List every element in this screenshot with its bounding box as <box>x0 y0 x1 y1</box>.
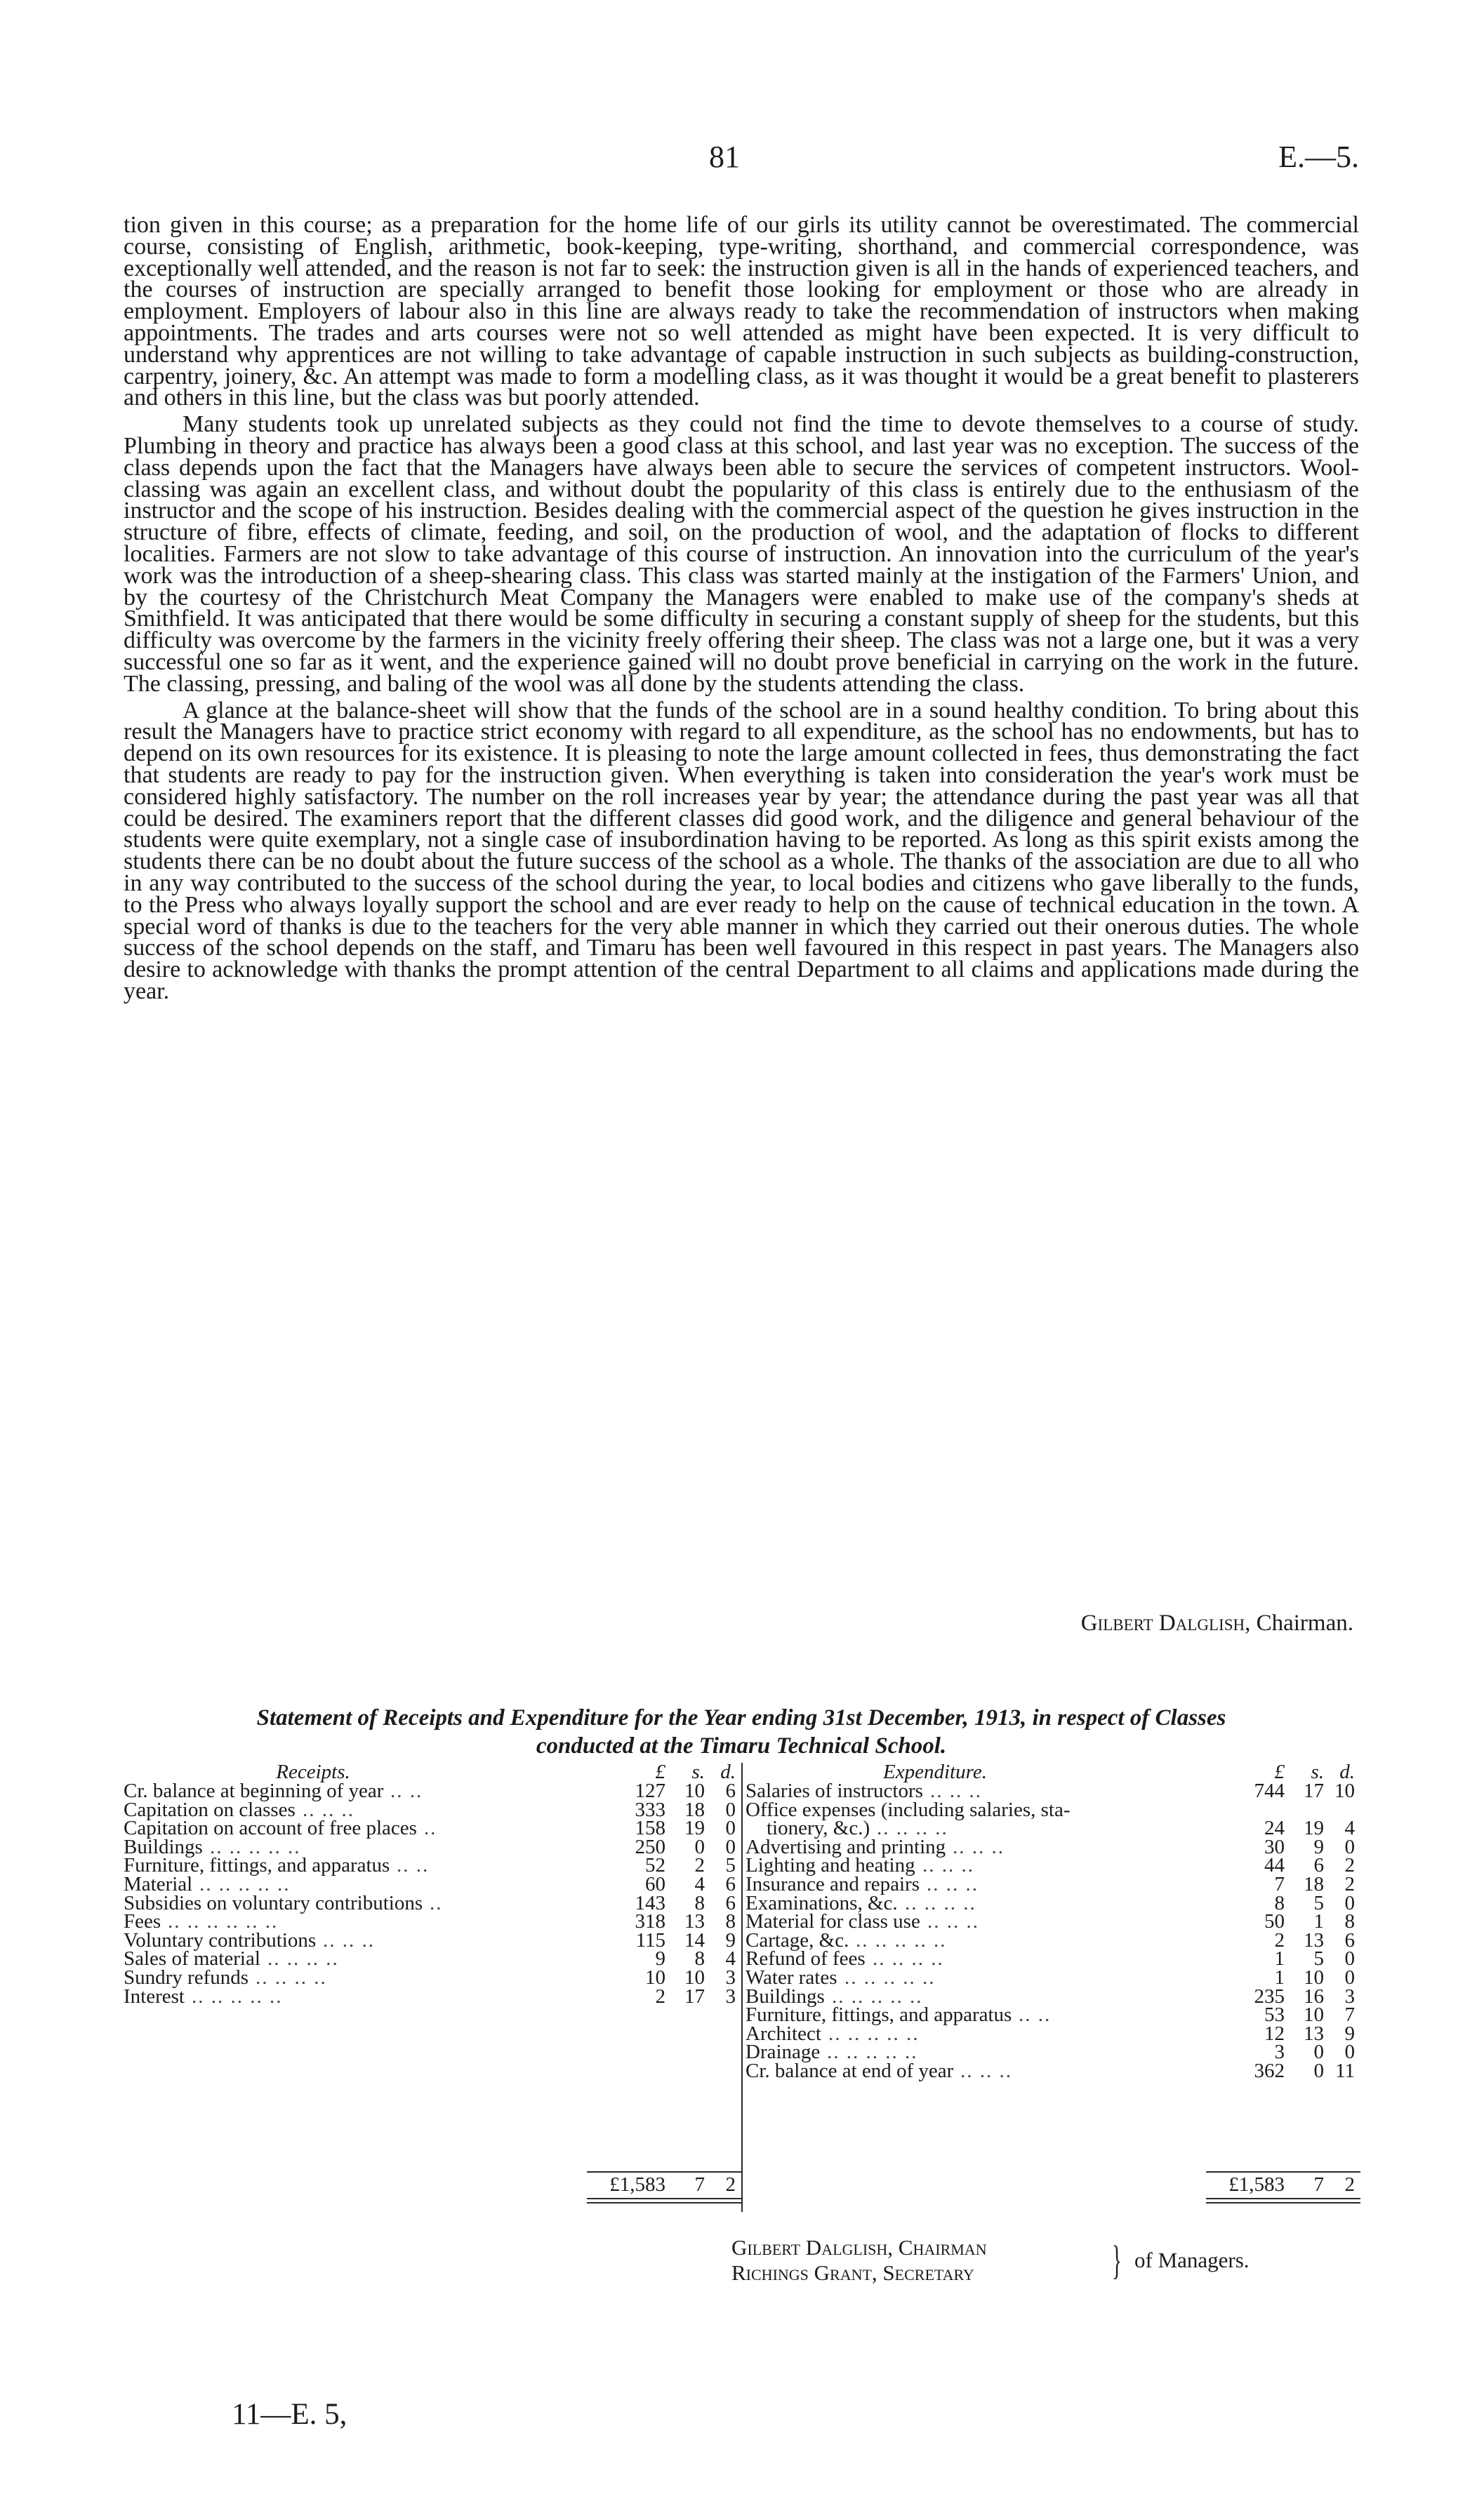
expenditure-label: Architect <box>746 2022 821 2045</box>
ledger-divider <box>741 1763 743 2212</box>
expenditure-row <box>746 1987 1359 2006</box>
expenditure-pence: 2 <box>1344 1872 1355 1895</box>
expenditure-row <box>746 2006 1359 2025</box>
expenditure-pounds: 12 <box>1264 2022 1285 2045</box>
receipts-pounds: 158 <box>635 1817 665 1840</box>
leader-dots: .. .. <box>1019 2004 1052 2027</box>
expenditure-pounds: 744 <box>1254 1780 1285 1802</box>
expenditure-label: Water rates <box>746 1966 837 1989</box>
expenditure-pounds: 1 <box>1274 1947 1285 1971</box>
expenditure-label: Cr. balance at end of year <box>746 2059 954 2082</box>
expenditure-pence: 0 <box>1344 1966 1355 1989</box>
expenditure-pence: 0 <box>1344 1835 1355 1858</box>
leader-dots: .. .. .. .. .. <box>828 2022 920 2045</box>
receipts-rows <box>124 1782 741 2006</box>
expenditure-heading: Expenditure. <box>883 1761 987 1783</box>
expenditure-pounds: 362 <box>1254 2059 1285 2082</box>
receipts-pence: 3 <box>725 1966 736 1989</box>
paragraph-unrelated-subjects: Many students took up unrelated subjects as they could not find the time to devote themselves to a course of study. Plumbing in theory and practice has always been a good class at this school, and last year was no exception. The success of the class depends upon the fact that the Managers have always been able to secure the services of competent instructors. Wool-classing was again an excellent class, and without doubt the popularity of this class is entirely due to the enthusiasm of the instructor and the scope of his instruction. Besides dealing with the commercial aspect of the question he gives instruction in the structure of fibre, effects of climate, feeding, and soil, on the production of wool, and the adaptation of flocks to different localities. Farmers are not slow to take advantage of this course of instruction. An innovation into the curriculum of the year's work was the introduction of a sheep-shearing class. This class was started mainly at the instigation of the Farmers' Union, and by the courtesy of the Christchurch Meat Company the Managers were enabled to make use of the company's sheds at Smithfield. It was anticipated that there would be some difficulty in securing a constant supply of sheep for the students, but this difficulty was overcome by the farmers in the vicinity freely offering their sheep. The class was not a large one, but it was a very successful one so far as it went, and the experience gained will no doubt prove beneficial in carrying on the work in the future. The classing, pressing, and baling of the wool was all done by the students attending the class. <box>124 411 1359 697</box>
expenditure-label: Drainage <box>746 2041 821 2064</box>
expenditure-pence: 3 <box>1344 1985 1355 2008</box>
expenditure-shillings: 5 <box>1313 1947 1324 1971</box>
total-rule-top <box>1206 2171 1360 2173</box>
receipts-row <box>124 1947 741 1971</box>
receipts-label: Furniture, fittings, and apparatus <box>124 1854 390 1877</box>
document-reference: E.—5. <box>1278 140 1359 174</box>
expenditure-pence: 11 <box>1335 2059 1355 2082</box>
leader-dots: .. .. .. <box>927 1872 979 1895</box>
expenditure-shillings: 18 <box>1304 1872 1324 1895</box>
pounds-header: £ <box>1274 1761 1285 1783</box>
receipts-pence: 8 <box>725 1910 736 1933</box>
receipts-label: Subsidies on voluntary contributions <box>124 1891 423 1914</box>
expenditure-row <box>746 1835 1359 1858</box>
receipts-row <box>124 1856 741 1875</box>
expenditure-label: Refund of fees <box>746 1947 866 1971</box>
expenditure-pounds: 1 <box>1274 1966 1285 1989</box>
receipts-label: Sundry refunds <box>124 1966 249 1989</box>
expenditure-row <box>746 2022 1359 2045</box>
receipts-pounds: 10 <box>645 1966 665 1989</box>
chairman-signature <box>1081 1611 1353 1636</box>
brace-glyph: } <box>1112 2237 1122 2283</box>
leader-dots: .. .. .. .. <box>873 1947 944 1971</box>
receipts-pounds: 52 <box>645 1854 665 1877</box>
expenditure-pence: 10 <box>1334 1780 1355 1802</box>
leader-dots: .. .. .. .. .. <box>827 2041 918 2064</box>
expenditure-pounds: 30 <box>1264 1835 1285 1858</box>
expenditure-row <box>746 1798 1359 1821</box>
expenditure-pence: 9 <box>1344 2022 1355 2045</box>
receipts-pounds: 9 <box>655 1947 665 1971</box>
page-number: 81 <box>709 140 740 174</box>
expenditure-shillings: 13 <box>1304 1928 1324 1952</box>
leader-dots: .. .. .. .. <box>256 1966 327 1989</box>
footer-reference: 11—E. 5, <box>232 2398 347 2431</box>
receipts-shillings: 10 <box>684 1966 705 1989</box>
signature-title: Chairman. <box>1256 1611 1353 1636</box>
receipts-pence: 0 <box>725 1817 736 1840</box>
paragraph-continuation: tion given in this course; as a preparation for the home life of our girls its utility cannot be overestimated. The commercial course, consisting of English, arithmetic, book-keeping, type-writing, shorthand, and commercial correspondence, was exceptionally well attended, and the reason is not far to seek: the instruction given is all in the hands of experienced teachers, and the courses of instruction are specially arranged to benefit those looking for employment or those who are already in employment. Employers of labour also in this line are always ready to take the recommendation of instructors when making appointments. The trades and arts courses were not so well attended as might have been expected. It is very difficult to understand why apprentices are not willing to take advantage of capable instruction in such subjects as building-construction, carpentry, joinery, &c. An attempt was made to form a modelling class, as it was thought it would be a great benefit to plasterers and others in this line, but the class was but poorly attended. <box>124 212 1359 411</box>
leader-dots: .. .. .. <box>927 1910 979 1933</box>
expenditure-row <box>746 1782 1359 1801</box>
total-rule-top <box>587 2171 741 2173</box>
receipts-pounds: 60 <box>645 1872 665 1895</box>
receipts-shillings: 10 <box>684 1780 705 1802</box>
expenditure-row <box>746 1968 1359 1987</box>
statement-title-line-1: Statement of Receipts and Expenditure for the Year ending 31st December, 1913, in respect of Classes <box>256 1705 1226 1731</box>
receipts-total-pence: 2 <box>725 2173 736 2196</box>
expenditure-label: Office expenses (including salaries, sta- <box>746 1798 1071 1821</box>
expenditure-total-pence: 2 <box>1344 2173 1355 2196</box>
signature-name: Gilbert Dalglish, <box>1080 1611 1251 1636</box>
expenditure-label: Furniture, fittings, and apparatus <box>746 2004 1012 2027</box>
expenditure-pence: 2 <box>1344 1854 1355 1877</box>
leader-dots: .. .. .. .. .. <box>856 1928 947 1952</box>
receipts-heading: Receipts. <box>276 1761 350 1783</box>
expenditure-pounds: 8 <box>1274 1891 1285 1914</box>
expenditure-row <box>746 1912 1359 1931</box>
total-double-rule-2 <box>587 2202 741 2204</box>
expenditure-label: Advertising and printing <box>746 1835 946 1858</box>
expenditure-shillings: 16 <box>1304 1985 1324 2008</box>
pounds-header: £ <box>655 1761 665 1783</box>
leader-dots: .. .. .. .. .. <box>210 1835 301 1858</box>
expenditure-row <box>746 1891 1359 1914</box>
receipts-label: Interest <box>124 1985 185 2008</box>
statement-title <box>124 1704 1359 1760</box>
receipts-label: Capitation on classes <box>124 1798 296 1821</box>
receipts-pounds: 250 <box>635 1835 665 1858</box>
expenditure-label: Lighting and heating <box>746 1854 915 1877</box>
leader-dots: .. .. .. .. .. <box>844 1966 936 1989</box>
expenditure-row <box>746 2059 1359 2082</box>
expenditure-label: Buildings <box>746 1985 825 2008</box>
receipts-row <box>124 1968 741 1987</box>
expenditure-pence: 8 <box>1344 1910 1355 1933</box>
expenditure-header <box>746 1763 1359 1782</box>
leader-dots: .. .. .. .. <box>877 1817 948 1840</box>
expenditure-shillings: 17 <box>1304 1780 1324 1802</box>
expenditure-pounds: 235 <box>1254 1985 1285 2008</box>
expenditure-row <box>746 1819 1359 1838</box>
receipts-shillings: 18 <box>684 1798 705 1821</box>
expenditure-pence: 0 <box>1344 1891 1355 1914</box>
receipts-row <box>124 1987 741 2006</box>
expenditure-pounds: 3 <box>1274 2041 1285 2064</box>
leader-dots: .. <box>430 1891 443 1914</box>
expenditure-pounds: 2 <box>1274 1928 1285 1952</box>
expenditure-row <box>746 1928 1359 1952</box>
receipts-pounds: 318 <box>635 1910 665 1933</box>
expenditure-pounds: 7 <box>1274 1872 1285 1895</box>
secretary-signatory: Richings Grant, Secretary <box>731 2260 974 2285</box>
expenditure-pounds: 24 <box>1264 1817 1285 1840</box>
pence-header: d. <box>720 1761 736 1783</box>
signatories-suffix: of Managers. <box>1134 2248 1250 2272</box>
expenditure-label: Examinations, &c. <box>746 1891 898 1914</box>
paragraph-balance-sheet: A glance at the balance-sheet will show that the funds of the school are in a sound healthy condition. To bring about this result the Managers have to practice strict economy with regard to all expenditure, as the school has no endowments, but has to depend on its own resources for its existence. It is pleasing to note the large amount collected in fees, thus demonstrating the fact that students are ready to pay for the instruction given. When everything is taken into consideration the year's work must be considered highly satisfactory. The number on the roll increases year by year; the attendance during the past year was all that could be desired. The examiners report that the different classes did good work, and the diligence and general behaviour of the students were quite exemplary, not a single case of insubordination having to be reported. As long as this spirit exists among the students there can be no doubt about the future success of the school as a whole. The thanks of the association are due to all who in any way contributed to the success of the school during the year, to local bodies and citizens who gave liberally to the funds, to the Press who always loyally support the school and are ever ready to help on the cause of technical education in the town. A special word of thanks is due to the teachers for the very able manner in which they carried out their onerous duties. The whole success of the school depends on the staff, and Timaru has been well favoured in this respect in past years. The Managers also desire to acknowledge with thanks the prompt attention of the central Department to all claims and applications made during the year. <box>124 697 1359 1004</box>
receipts-pence: 5 <box>725 1854 736 1877</box>
leader-dots: .. .. .. .. .. <box>192 1985 283 2008</box>
receipts-shillings: 8 <box>694 1891 705 1914</box>
receipts-row <box>124 1912 741 1931</box>
receipts-pence: 0 <box>725 1798 736 1821</box>
pence-header: d. <box>1339 1761 1355 1783</box>
receipts-total-shillings: 7 <box>694 2173 705 2196</box>
receipts-label: Sales of material <box>124 1947 260 1971</box>
leader-dots: .. .. .. .. .. <box>199 1872 291 1895</box>
report-body <box>124 212 1359 1008</box>
expenditure-label: Cartage, &c. <box>746 1928 849 1952</box>
total-double-rule-1 <box>587 2198 741 2199</box>
receipts-label: Voluntary contributions <box>124 1928 317 1952</box>
expenditure-label: Insurance and repairs <box>746 1872 920 1895</box>
receipts-pounds: 2 <box>655 1985 665 2008</box>
receipts-shillings: 0 <box>694 1835 705 1858</box>
leader-dots: .. .. .. <box>303 1798 355 1821</box>
expenditure-shillings: 10 <box>1304 2004 1324 2027</box>
receipts-pounds: 143 <box>635 1891 665 1914</box>
expenditure-label: Material for class use <box>746 1910 920 1933</box>
receipts-pence: 6 <box>725 1891 736 1914</box>
receipts-row <box>124 1835 741 1858</box>
leader-dots: .. .. .. .. .. <box>832 1985 923 2008</box>
expenditure-row <box>746 2043 1359 2062</box>
expenditure-shillings: 0 <box>1313 2041 1324 2064</box>
receipts-label: Capitation on account of free places <box>124 1817 417 1840</box>
expenditure-shillings: 10 <box>1304 1966 1324 1989</box>
expenditure-total-pounds: £1,583 <box>1228 2173 1285 2196</box>
expenditure-row <box>746 1872 1359 1895</box>
receipts-row <box>124 1798 741 1821</box>
receipts-pence: 0 <box>725 1835 736 1858</box>
receipts-shillings: 4 <box>694 1872 705 1895</box>
leader-dots: .. .. .. <box>323 1928 375 1952</box>
expenditure-pence: 0 <box>1344 2041 1355 2064</box>
expenditure-shillings: 0 <box>1313 2059 1324 2082</box>
receipts-pence: 6 <box>725 1872 736 1895</box>
receipts-pence: 4 <box>725 1947 736 1971</box>
shillings-header: s. <box>691 1761 705 1783</box>
total-double-rule-1 <box>1206 2198 1360 2199</box>
leader-dots: .. <box>424 1817 437 1840</box>
page-header <box>0 139 1484 181</box>
receipts-pounds: 333 <box>635 1798 665 1821</box>
expenditure-row <box>746 1947 1359 1971</box>
expenditure-label: Salaries of instructors <box>746 1780 923 1802</box>
leader-dots: .. .. .. <box>960 2059 1012 2082</box>
expenditure-pounds: 50 <box>1264 1910 1285 1933</box>
leader-dots: .. .. .. .. <box>267 1947 339 1971</box>
receipts-pence: 9 <box>725 1928 736 1952</box>
receipts-pence: 6 <box>725 1780 736 1802</box>
receipts-row <box>124 1782 741 1801</box>
leader-dots: .. .. <box>397 1854 430 1877</box>
leader-dots: .. .. .. <box>953 1835 1005 1858</box>
expenditure-shillings: 19 <box>1304 1817 1324 1840</box>
expenditure-pence: 7 <box>1344 2004 1355 2027</box>
receipts-header <box>124 1763 741 1782</box>
shillings-header: s. <box>1311 1761 1324 1783</box>
expenditure-pence: 0 <box>1344 1947 1355 1971</box>
receipts-column <box>124 1761 741 2196</box>
receipts-label: Cr. balance at beginning of year <box>124 1780 384 1802</box>
expenditure-shillings: 1 <box>1313 1910 1324 1933</box>
expenditure-shillings: 9 <box>1313 1835 1324 1858</box>
total-double-rule-2 <box>1206 2202 1360 2204</box>
receipts-shillings: 13 <box>684 1910 705 1933</box>
expenditure-shillings: 13 <box>1304 2022 1324 2045</box>
receipts-pounds: 115 <box>635 1928 665 1952</box>
receipts-shillings: 17 <box>684 1985 705 2008</box>
leader-dots: .. .. .. .. .. .. <box>168 1910 279 1933</box>
expenditure-shillings: 5 <box>1313 1891 1324 1914</box>
statement-title-line-2: conducted at the Timaru Technical School. <box>536 1733 947 1759</box>
receipts-shillings: 2 <box>694 1854 705 1877</box>
receipts-row <box>124 1928 741 1952</box>
receipts-row <box>124 1872 741 1895</box>
receipts-pence: 3 <box>725 1985 736 2008</box>
leader-dots: .. .. .. <box>930 1780 982 1802</box>
expenditure-column <box>746 1761 1359 2196</box>
receipts-label: Fees <box>124 1910 161 1933</box>
expenditure-pounds: 44 <box>1264 1854 1285 1877</box>
receipts-pounds: 127 <box>635 1780 665 1802</box>
leader-dots: .. .. .. .. <box>905 1891 976 1914</box>
leader-dots: .. .. .. <box>922 1854 974 1877</box>
expenditure-pence: 6 <box>1344 1928 1355 1952</box>
expenditure-rows <box>746 1782 1359 2081</box>
receipts-shillings: 8 <box>694 1947 705 1971</box>
receipts-label: Material <box>124 1872 193 1895</box>
expenditure-pence: 4 <box>1344 1817 1355 1840</box>
expenditure-total-shillings: 7 <box>1313 2173 1324 2196</box>
chairman-signatory: Gilbert Dalglish, Chairman <box>731 2235 987 2260</box>
expenditure-shillings: 6 <box>1313 1854 1324 1877</box>
leader-dots: .. .. <box>390 1780 423 1802</box>
receipts-label: Buildings <box>124 1835 203 1858</box>
expenditure-label: tionery, &c.) <box>767 1817 870 1840</box>
receipts-shillings: 19 <box>684 1817 705 1840</box>
receipts-row <box>124 1891 741 1914</box>
receipts-shillings: 14 <box>684 1928 705 1952</box>
expenditure-pounds: 53 <box>1264 2004 1285 2027</box>
expenditure-row <box>746 1856 1359 1875</box>
receipts-total-pounds: £1,583 <box>609 2173 665 2196</box>
receipts-row <box>124 1819 741 1838</box>
managers-signatures <box>731 2235 1250 2286</box>
